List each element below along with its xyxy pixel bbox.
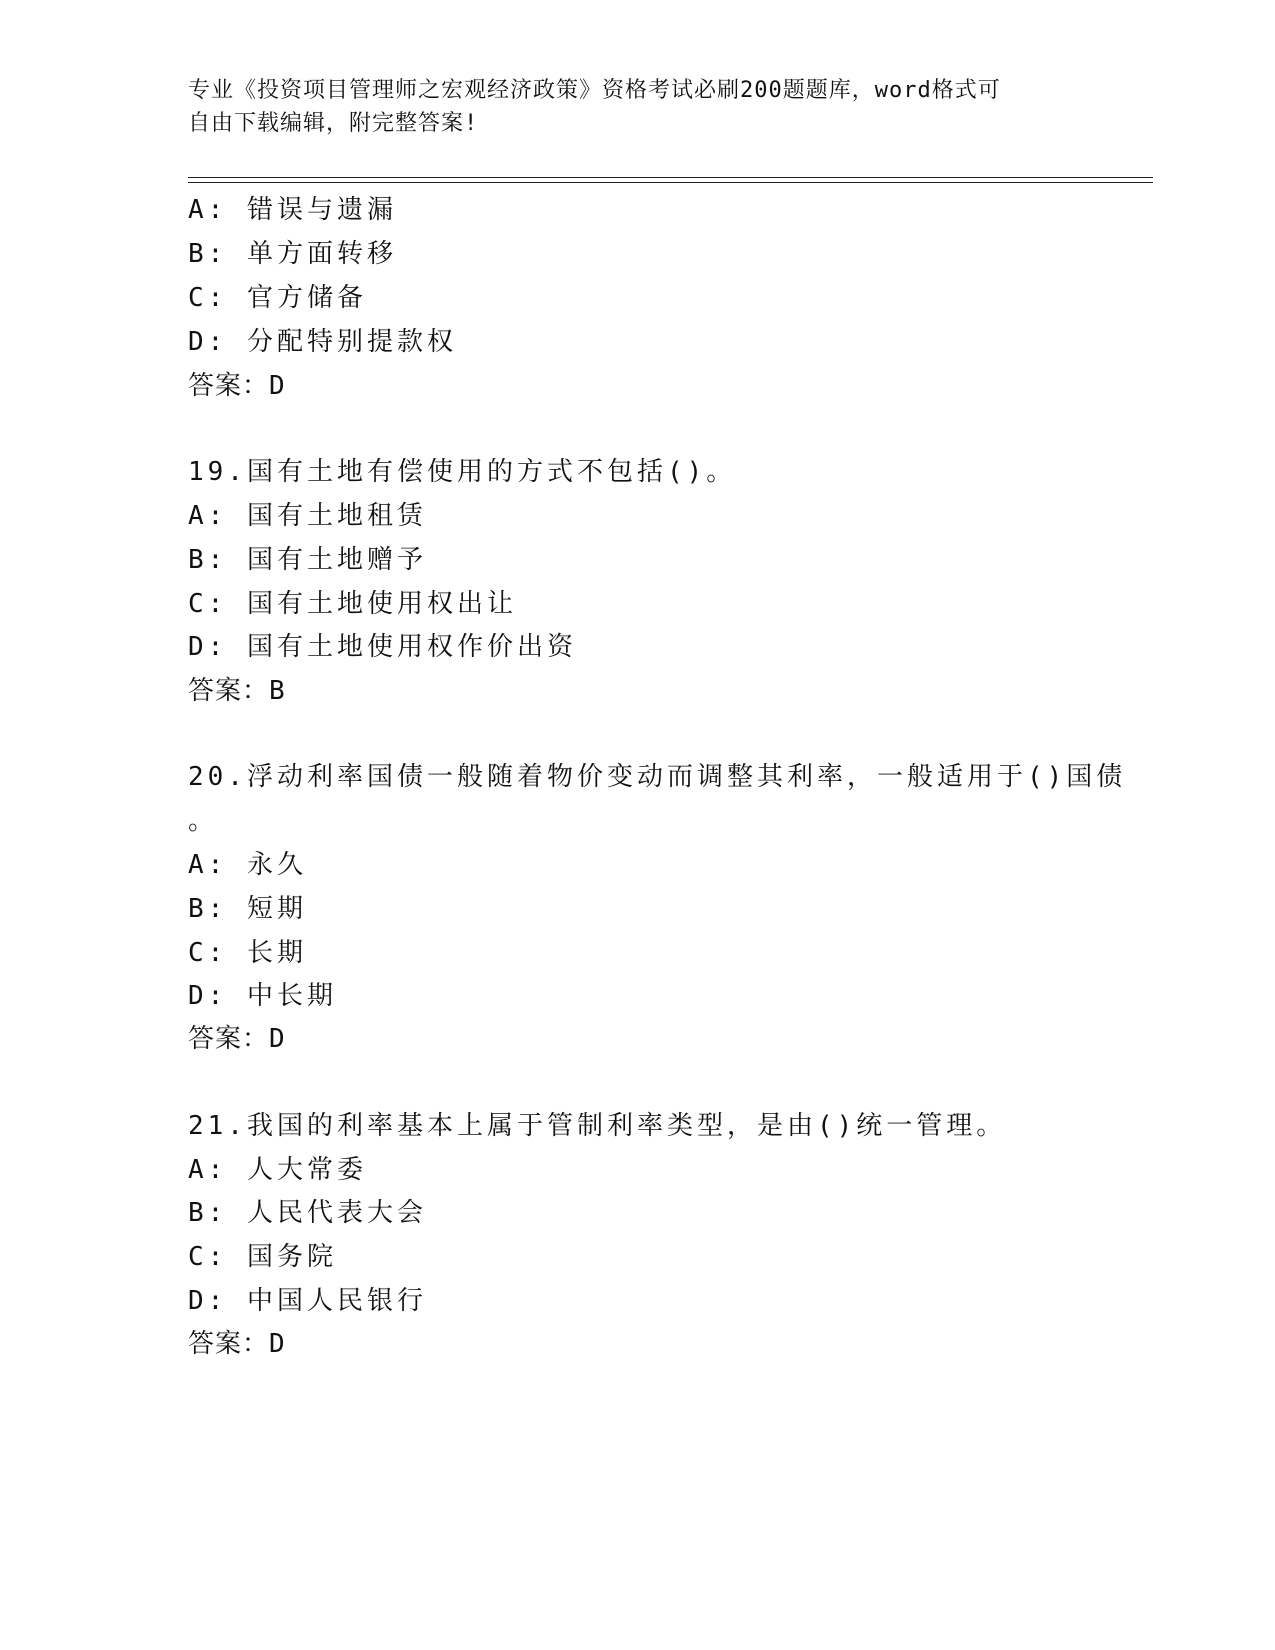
q18-answer: 答案：D [188, 371, 286, 401]
q21-option-d: D: 中国人民银行 [188, 1286, 427, 1316]
q19-answer: 答案：B [188, 676, 286, 706]
q19-option-c: C: 国有土地使用权出让 [188, 589, 517, 619]
q20-option-d: D: 中长期 [188, 981, 337, 1011]
q21-question: 21.我国的利率基本上属于管制利率类型，是由()统一管理。 [188, 1111, 1007, 1141]
q20-question-line-2: 。 [188, 806, 219, 836]
q19-question: 19.国有土地有偿使用的方式不包括()。 [188, 457, 737, 487]
header-line-1: 专业《投资项目管理师之宏观经济政策》资格考试必刷200题题库，word格式可 [188, 78, 1001, 103]
q21-answer: 答案：D [188, 1329, 286, 1359]
q18-option-d: D: 分配特别提款权 [188, 327, 457, 357]
header-divider-bottom [188, 182, 1153, 183]
q20-option-c: C: 长期 [188, 938, 307, 968]
header-divider-top [188, 177, 1153, 178]
q19-option-d: D: 国有土地使用权作价出资 [188, 632, 577, 662]
q21-option-b: B: 人民代表大会 [188, 1198, 427, 1228]
q20-option-b: B: 短期 [188, 894, 307, 924]
q18-option-c: C: 官方储备 [188, 283, 367, 313]
q20-option-a: A: 永久 [188, 850, 307, 880]
q19-option-a: A: 国有土地租赁 [188, 501, 427, 531]
document-header [188, 74, 1068, 140]
q18-option-a: A: 错误与遗漏 [188, 195, 397, 225]
q20-question-line-1: 20.浮动利率国债一般随着物价变动而调整其利率，一般适用于()国债 [188, 762, 1127, 792]
q21-option-c: C: 国务院 [188, 1242, 337, 1272]
q18-option-b: B: 单方面转移 [188, 239, 397, 269]
q20-answer: 答案：D [188, 1024, 286, 1054]
header-line-2: 自由下载编辑，附完整答案! [188, 111, 479, 136]
q19-option-b: B: 国有土地赠予 [188, 545, 427, 575]
q21-option-a: A: 人大常委 [188, 1155, 367, 1185]
